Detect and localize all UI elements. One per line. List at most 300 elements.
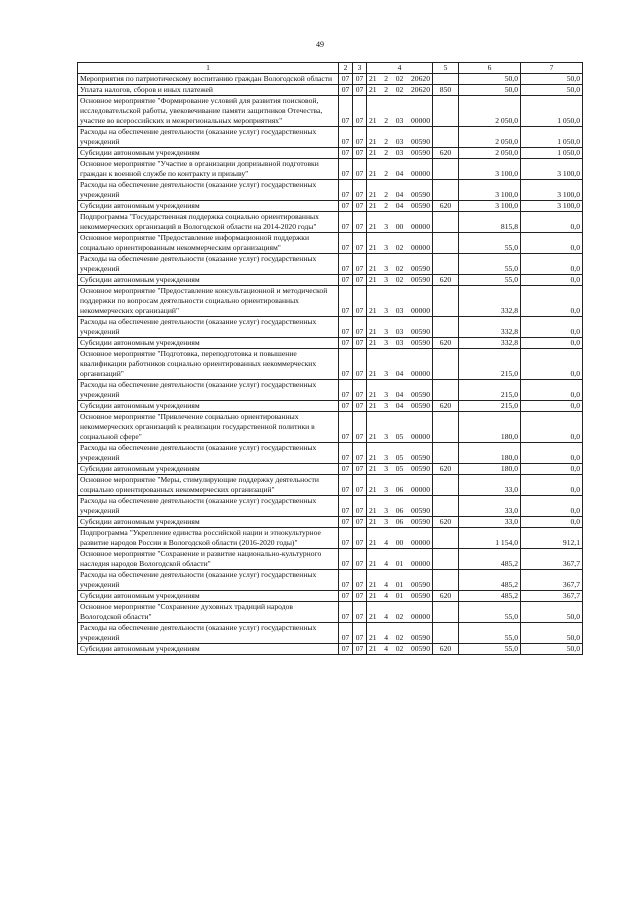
table-row [78, 496, 583, 517]
row-expense-type [433, 233, 459, 254]
row-name: Субсидии автономным учреждениям [78, 148, 339, 159]
table-row [78, 349, 583, 380]
row-target-article [367, 317, 433, 338]
row-expense-type [433, 475, 459, 496]
row-subsection: 07 [353, 644, 367, 655]
row-amount-col6: 485,2 [459, 570, 521, 591]
row-target-article [367, 74, 433, 85]
row-amount-col6: 180,0 [459, 464, 521, 475]
target-article-part: 04 [395, 201, 404, 210]
target-article-part: 03 [395, 116, 404, 125]
row-section: 07 [339, 85, 353, 96]
target-article-part: 3 [384, 264, 389, 273]
row-amount-col7: 0,0 [521, 286, 583, 317]
row-target-article [367, 286, 433, 317]
row-name: Расходы на обеспечение деятельности (оказание услуг) государственных учреждений [78, 623, 339, 644]
target-article-part: 3 [384, 485, 389, 494]
target-article-part: 05 [395, 464, 404, 473]
row-subsection: 07 [353, 317, 367, 338]
row-section: 07 [339, 201, 353, 212]
row-section: 07 [339, 549, 353, 570]
row-amount-col7: 0,0 [521, 496, 583, 517]
row-amount-col7: 367,7 [521, 570, 583, 591]
target-article-part: 2 [384, 137, 389, 146]
row-name: Субсидии автономным учреждениям [78, 338, 339, 349]
row-amount-col6: 815,8 [459, 212, 521, 233]
row-amount-col7: 0,0 [521, 212, 583, 233]
row-expense-type [433, 127, 459, 148]
target-article-part: 00000 [411, 432, 430, 441]
row-subsection: 07 [353, 475, 367, 496]
target-article-part: 4 [384, 538, 389, 547]
target-article-part: 00590 [411, 633, 430, 642]
row-amount-col6: 55,0 [459, 275, 521, 286]
row-amount-col6: 485,2 [459, 549, 521, 570]
target-article-part: 21 [369, 517, 377, 526]
target-article-part: 00590 [411, 390, 430, 399]
row-subsection: 07 [353, 349, 367, 380]
row-name: Основное мероприятие "Привлечение социально ориентированных некоммерческих организаций к реализации государственной политики в социальной сфере" [78, 412, 339, 443]
table-row [78, 517, 583, 528]
target-article-part: 3 [384, 327, 389, 336]
target-article-part: 03 [395, 148, 404, 157]
row-expense-type [433, 623, 459, 644]
row-amount-col6: 50,0 [459, 85, 521, 96]
target-article-part: 21 [369, 506, 377, 515]
row-amount-col7: 0,0 [521, 317, 583, 338]
row-name: Основное мероприятие "Подготовка, переподготовка и повышение квалификации работников социально ориентированных некоммерческих организаций" [78, 349, 339, 380]
row-amount-col7: 367,7 [521, 591, 583, 602]
row-name: Расходы на обеспечение деятельности (оказание услуг) государственных учреждений [78, 496, 339, 517]
target-article-part: 04 [395, 401, 404, 410]
target-article-part: 21 [369, 243, 377, 252]
row-section: 07 [339, 623, 353, 644]
row-name: Расходы на обеспечение деятельности (оказание услуг) государственных учреждений [78, 443, 339, 464]
target-article-part: 3 [384, 338, 389, 347]
target-article-part: 00590 [411, 137, 430, 146]
row-section: 07 [339, 412, 353, 443]
row-expense-type [433, 380, 459, 401]
row-name: Субсидии автономным учреждениям [78, 464, 339, 475]
target-article-part: 20620 [411, 85, 430, 94]
row-subsection: 07 [353, 549, 367, 570]
row-subsection: 07 [353, 623, 367, 644]
target-article-part: 01 [395, 559, 404, 568]
row-amount-col7: 50,0 [521, 74, 583, 85]
row-name: Мероприятия по патриотическому воспитанию граждан Вологодской области [78, 74, 339, 85]
target-article-part: 03 [395, 137, 404, 146]
target-article-part: 00590 [411, 190, 430, 199]
row-amount-col6: 215,0 [459, 349, 521, 380]
row-subsection: 07 [353, 148, 367, 159]
row-amount-col6: 215,0 [459, 401, 521, 412]
row-subsection: 07 [353, 212, 367, 233]
row-subsection: 07 [353, 528, 367, 549]
row-expense-type: 620 [433, 591, 459, 602]
row-subsection: 07 [353, 201, 367, 212]
target-article-part: 00590 [411, 580, 430, 589]
target-article-part: 06 [395, 517, 404, 526]
target-article-part: 01 [395, 580, 404, 589]
target-article-part: 06 [395, 506, 404, 515]
row-amount-col6: 485,2 [459, 591, 521, 602]
row-amount-col7: 0,0 [521, 380, 583, 401]
target-article-part: 00000 [411, 169, 430, 178]
target-article-part: 21 [369, 116, 377, 125]
row-section: 07 [339, 443, 353, 464]
row-expense-type [433, 528, 459, 549]
row-expense-type: 620 [433, 464, 459, 475]
table-row [78, 401, 583, 412]
row-subsection: 07 [353, 570, 367, 591]
row-subsection: 07 [353, 380, 367, 401]
row-expense-type [433, 602, 459, 623]
target-article-part: 4 [384, 591, 389, 600]
target-article-part: 04 [395, 390, 404, 399]
target-article-part: 21 [369, 137, 377, 146]
target-article-part: 01 [395, 591, 404, 600]
target-article-part: 3 [384, 453, 389, 462]
row-name: Уплата налогов, сборов и иных платежей [78, 85, 339, 96]
target-article-part: 4 [384, 559, 389, 568]
table-row [78, 96, 583, 127]
row-target-article [367, 496, 433, 517]
row-target-article [367, 180, 433, 201]
target-article-part: 21 [369, 633, 377, 642]
row-target-article [367, 254, 433, 275]
row-amount-col6: 180,0 [459, 443, 521, 464]
row-target-article [367, 475, 433, 496]
row-target-article [367, 570, 433, 591]
row-section: 07 [339, 380, 353, 401]
row-expense-type [433, 212, 459, 233]
row-name: Субсидии автономным учреждениям [78, 275, 339, 286]
row-subsection: 07 [353, 464, 367, 475]
target-article-part: 02 [395, 612, 404, 621]
target-article-part: 4 [384, 580, 389, 589]
row-amount-col7: 0,0 [521, 233, 583, 254]
target-article-part: 21 [369, 464, 377, 473]
row-target-article [367, 212, 433, 233]
row-section: 07 [339, 96, 353, 127]
row-target-article [367, 148, 433, 159]
row-expense-type [433, 412, 459, 443]
target-article-part: 21 [369, 222, 377, 231]
target-article-part: 02 [395, 275, 404, 284]
row-amount-col6: 332,8 [459, 317, 521, 338]
target-article-part: 21 [369, 369, 377, 378]
target-article-part: 2 [384, 148, 389, 157]
header-col-1: 1 [78, 63, 339, 74]
row-section: 07 [339, 528, 353, 549]
row-amount-col7: 0,0 [521, 275, 583, 286]
target-article-part: 00590 [411, 517, 430, 526]
row-subsection: 07 [353, 180, 367, 201]
target-article-part: 00000 [411, 243, 430, 252]
target-article-part: 4 [384, 612, 389, 621]
target-article-part: 02 [395, 74, 404, 83]
target-article-part: 21 [369, 306, 377, 315]
row-subsection: 07 [353, 127, 367, 148]
row-amount-col6: 215,0 [459, 380, 521, 401]
row-section: 07 [339, 401, 353, 412]
target-article-part: 2 [384, 169, 389, 178]
row-section: 07 [339, 159, 353, 180]
row-amount-col6: 55,0 [459, 623, 521, 644]
target-article-part: 4 [384, 633, 389, 642]
row-amount-col7: 0,0 [521, 401, 583, 412]
row-amount-col6: 3 100,0 [459, 180, 521, 201]
row-section: 07 [339, 644, 353, 655]
row-amount-col6: 2 050,0 [459, 127, 521, 148]
row-subsection: 07 [353, 517, 367, 528]
row-subsection: 07 [353, 591, 367, 602]
row-section: 07 [339, 602, 353, 623]
row-expense-type [433, 496, 459, 517]
row-amount-col6: 33,0 [459, 517, 521, 528]
row-amount-col6: 3 100,0 [459, 159, 521, 180]
row-subsection: 07 [353, 233, 367, 254]
row-amount-col7: 3 100,0 [521, 201, 583, 212]
row-section: 07 [339, 286, 353, 317]
table-row [78, 317, 583, 338]
table-row [78, 443, 583, 464]
target-article-part: 21 [369, 612, 377, 621]
row-subsection: 07 [353, 286, 367, 317]
row-amount-col6: 50,0 [459, 74, 521, 85]
target-article-part: 00590 [411, 591, 430, 600]
row-target-article [367, 338, 433, 349]
row-subsection: 07 [353, 74, 367, 85]
row-target-article [367, 443, 433, 464]
row-section: 07 [339, 233, 353, 254]
target-article-part: 2 [384, 116, 389, 125]
target-article-part: 20620 [411, 74, 430, 83]
table-row [78, 180, 583, 201]
table-row [78, 475, 583, 496]
row-subsection: 07 [353, 338, 367, 349]
row-target-article [367, 349, 433, 380]
table-row [78, 380, 583, 401]
row-section: 07 [339, 464, 353, 475]
target-article-part: 02 [395, 85, 404, 94]
row-section: 07 [339, 74, 353, 85]
target-article-part: 05 [395, 453, 404, 462]
target-article-part: 04 [395, 169, 404, 178]
row-section: 07 [339, 496, 353, 517]
target-article-part: 21 [369, 644, 377, 653]
target-article-part: 02 [395, 633, 404, 642]
target-article-part: 4 [384, 644, 389, 653]
target-article-part: 04 [395, 369, 404, 378]
table-row [78, 254, 583, 275]
row-amount-col6: 332,8 [459, 286, 521, 317]
row-expense-type: 620 [433, 338, 459, 349]
row-target-article [367, 159, 433, 180]
row-subsection: 07 [353, 254, 367, 275]
row-amount-col6: 332,8 [459, 338, 521, 349]
row-section: 07 [339, 570, 353, 591]
target-article-part: 03 [395, 306, 404, 315]
row-amount-col6: 55,0 [459, 644, 521, 655]
row-section: 07 [339, 148, 353, 159]
table-row [78, 549, 583, 570]
target-article-part: 2 [384, 201, 389, 210]
table-row [78, 233, 583, 254]
target-article-part: 00590 [411, 148, 430, 157]
table-row [78, 464, 583, 475]
target-article-part: 06 [395, 485, 404, 494]
target-article-part: 02 [395, 243, 404, 252]
row-subsection: 07 [353, 412, 367, 443]
target-article-part: 00590 [411, 201, 430, 210]
target-article-part: 3 [384, 464, 389, 473]
table-row [78, 201, 583, 212]
row-target-article [367, 644, 433, 655]
target-article-part: 21 [369, 338, 377, 347]
row-expense-type [433, 286, 459, 317]
table-row [78, 591, 583, 602]
row-subsection: 07 [353, 496, 367, 517]
target-article-part: 21 [369, 453, 377, 462]
table-row [78, 623, 583, 644]
row-subsection: 07 [353, 443, 367, 464]
target-article-part: 3 [384, 432, 389, 441]
target-article-part: 21 [369, 580, 377, 589]
row-subsection: 07 [353, 275, 367, 286]
target-article-part: 21 [369, 264, 377, 273]
row-target-article [367, 85, 433, 96]
target-article-part: 00590 [411, 644, 430, 653]
target-article-part: 00000 [411, 116, 430, 125]
row-amount-col7: 1 050,0 [521, 148, 583, 159]
row-amount-col7: 0,0 [521, 475, 583, 496]
row-target-article [367, 233, 433, 254]
row-amount-col7: 0,0 [521, 254, 583, 275]
row-amount-col6: 55,0 [459, 254, 521, 275]
row-name: Основное мероприятие "Сохранение и развитие национально-культурного наследия народов Вологодской области" [78, 549, 339, 570]
header-col-3: 3 [353, 63, 367, 74]
row-section: 07 [339, 517, 353, 528]
row-amount-col7: 50,0 [521, 623, 583, 644]
table-row [78, 148, 583, 159]
target-article-part: 00590 [411, 464, 430, 473]
target-article-part: 00590 [411, 506, 430, 515]
row-amount-col7: 0,0 [521, 412, 583, 443]
row-name: Основное мероприятие "Сохранение духовных традиций народов Вологодской области" [78, 602, 339, 623]
row-name: Основное мероприятие "Предоставление консультационной и методической поддержки по вопросам деятельности социально ориентированных некоммерческих организаций" [78, 286, 339, 317]
row-name: Субсидии автономным учреждениям [78, 201, 339, 212]
target-article-part: 3 [384, 243, 389, 252]
row-target-article [367, 623, 433, 644]
row-amount-col6: 33,0 [459, 475, 521, 496]
row-amount-col6: 3 100,0 [459, 201, 521, 212]
row-name: Основное мероприятие "Меры, стимулирующие поддержку деятельности социально ориентированных некоммерческих организаций" [78, 475, 339, 496]
target-article-part: 21 [369, 327, 377, 336]
target-article-part: 03 [395, 338, 404, 347]
row-target-article [367, 401, 433, 412]
row-amount-col6: 180,0 [459, 412, 521, 443]
row-target-article [367, 591, 433, 602]
budget-table [77, 62, 583, 655]
target-article-part: 00590 [411, 401, 430, 410]
row-target-article [367, 96, 433, 127]
row-amount-col6: 1 154,0 [459, 528, 521, 549]
target-article-part: 3 [384, 506, 389, 515]
row-name: Подпрограмма "Государственная поддержка социально ориентированных некоммерческих организаций в Вологодской области на 2014-2020 годы" [78, 212, 339, 233]
row-target-article [367, 201, 433, 212]
target-article-part: 00000 [411, 306, 430, 315]
row-amount-col7: 1 050,0 [521, 96, 583, 127]
row-name: Расходы на обеспечение деятельности (оказание услуг) государственных учреждений [78, 180, 339, 201]
target-article-part: 21 [369, 85, 377, 94]
row-name: Расходы на обеспечение деятельности (оказание услуг) государственных учреждений [78, 254, 339, 275]
row-amount-col6: 55,0 [459, 233, 521, 254]
row-expense-type [433, 549, 459, 570]
row-name: Субсидии автономным учреждениям [78, 644, 339, 655]
target-article-part: 02 [395, 264, 404, 273]
row-section: 07 [339, 180, 353, 201]
row-expense-type [433, 96, 459, 127]
row-target-article [367, 412, 433, 443]
header-col-7: 7 [521, 63, 583, 74]
table-row [78, 570, 583, 591]
table-row [78, 412, 583, 443]
target-article-part: 2 [384, 85, 389, 94]
row-amount-col7: 0,0 [521, 443, 583, 464]
row-amount-col7: 50,0 [521, 644, 583, 655]
row-name: Расходы на обеспечение деятельности (оказание услуг) государственных учреждений [78, 317, 339, 338]
row-expense-type [433, 317, 459, 338]
row-section: 07 [339, 317, 353, 338]
row-target-article [367, 517, 433, 528]
target-article-part: 02 [395, 644, 404, 653]
row-target-article [367, 549, 433, 570]
target-article-part: 2 [384, 190, 389, 199]
target-article-part: 21 [369, 485, 377, 494]
row-name: Субсидии автономным учреждениям [78, 591, 339, 602]
row-expense-type: 620 [433, 517, 459, 528]
row-amount-col7: 367,7 [521, 549, 583, 570]
row-expense-type [433, 180, 459, 201]
table-row [78, 85, 583, 96]
table-header-row [78, 63, 583, 74]
target-article-part: 00000 [411, 559, 430, 568]
row-name: Основное мероприятие "Участие в организации допризывной подготовки граждан к военной службе по контракту и призыву" [78, 159, 339, 180]
target-article-part: 00000 [411, 485, 430, 494]
row-expense-type [433, 254, 459, 275]
header-col-5: 5 [433, 63, 459, 74]
row-expense-type: 620 [433, 201, 459, 212]
target-article-part: 00000 [411, 369, 430, 378]
row-section: 07 [339, 349, 353, 380]
row-subsection: 07 [353, 159, 367, 180]
table-row [78, 286, 583, 317]
target-article-part: 3 [384, 275, 389, 284]
row-name: Расходы на обеспечение деятельности (оказание услуг) государственных учреждений [78, 570, 339, 591]
row-amount-col7: 3 100,0 [521, 159, 583, 180]
table-row [78, 338, 583, 349]
row-section: 07 [339, 338, 353, 349]
row-target-article [367, 275, 433, 286]
row-target-article [367, 127, 433, 148]
target-article-part: 21 [369, 401, 377, 410]
row-expense-type [433, 74, 459, 85]
row-amount-col7: 0,0 [521, 464, 583, 475]
table-row [78, 644, 583, 655]
target-article-part: 21 [369, 201, 377, 210]
target-article-part: 00590 [411, 327, 430, 336]
